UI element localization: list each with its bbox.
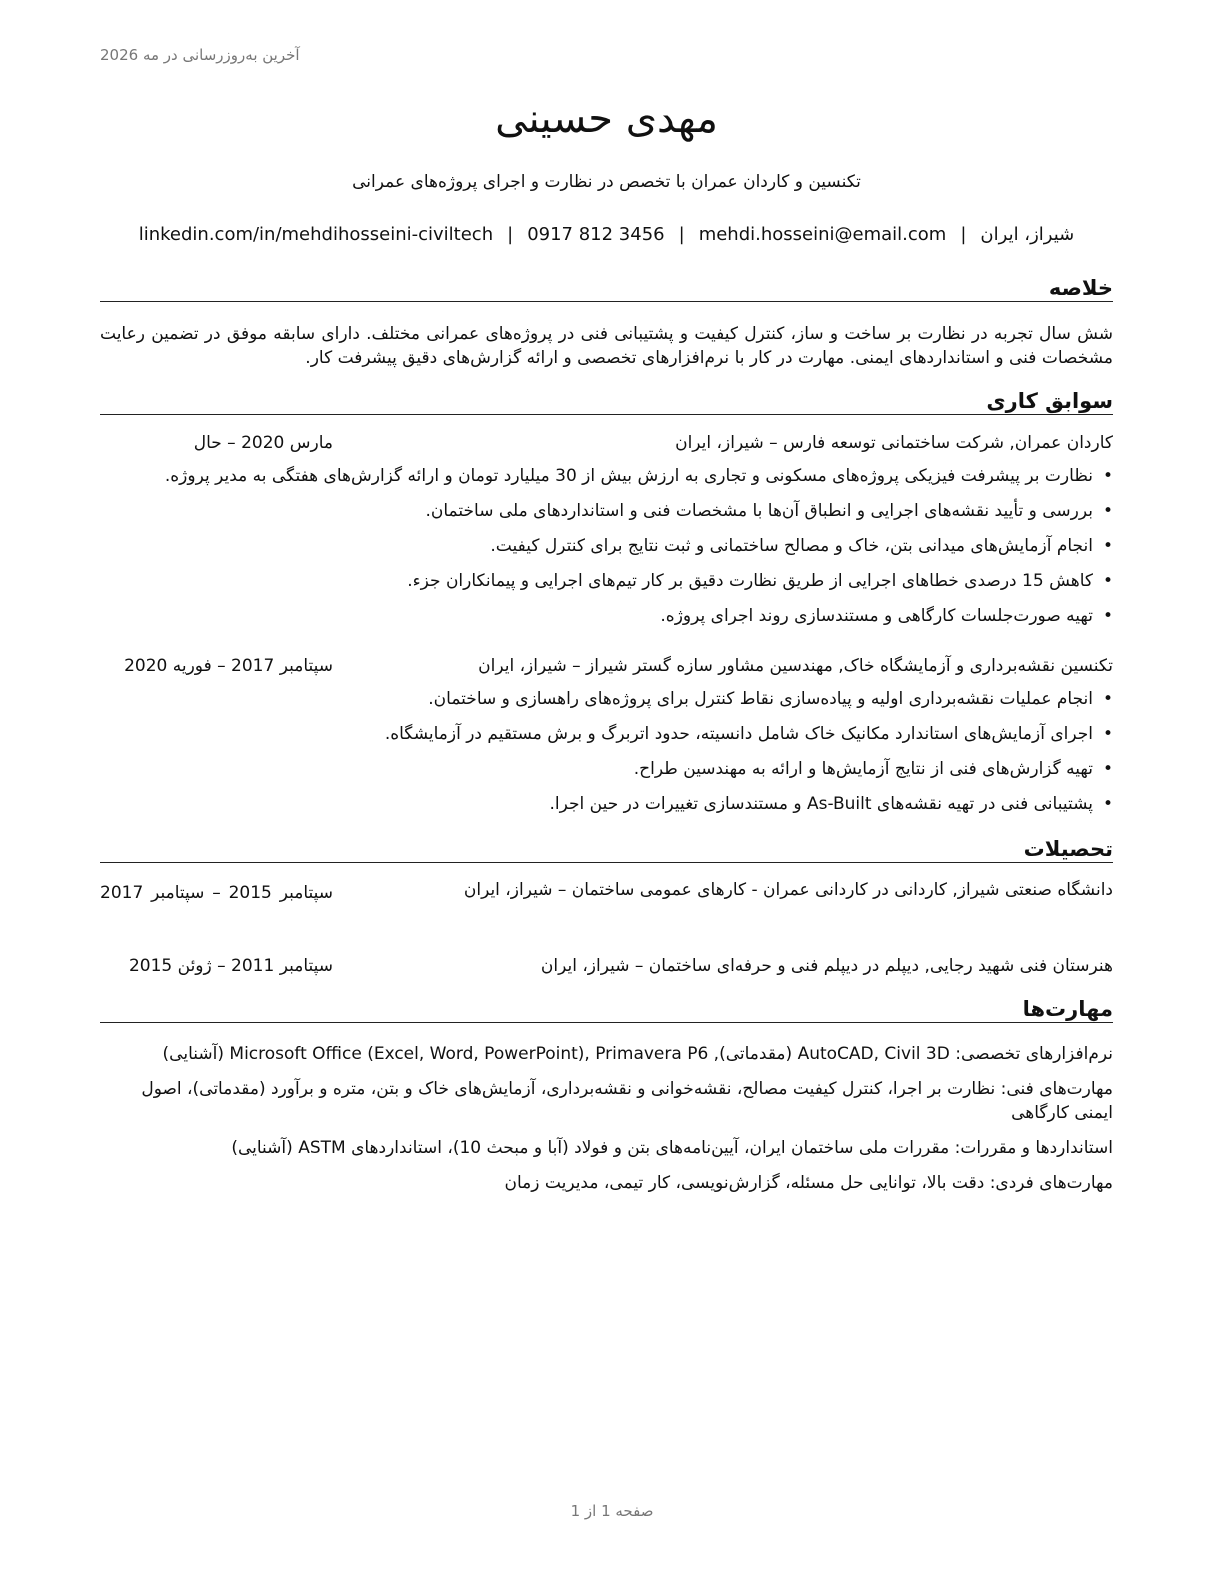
section-heading-education: تحصیلات xyxy=(100,837,1113,863)
contact-phone[interactable]: 0917 812 3456 xyxy=(527,224,665,245)
page-number: صفحه 1 از 1 xyxy=(570,1502,654,1520)
bullet-text: تهیه صورت‌جلسات کارگاهی و مستندسازی روند اجرای پروژه. xyxy=(660,606,1093,626)
job-bullets xyxy=(100,464,1113,639)
bullet-icon: • xyxy=(1102,501,1113,521)
section-heading-summary: خلاصه xyxy=(100,276,1113,302)
skill-item: مهارت‌های فردی: دقت بالا، توانایی حل مسئله، گزارش‌نویسی، کار تیمی، مدیریت زمان xyxy=(504,1173,1113,1193)
contact-email[interactable]: mehdi.hosseini@email.com xyxy=(698,224,947,245)
candidate-tagline: تکنسین و کاردان عمران با تخصص در نظارت و اجرای پروژه‌های عمرانی xyxy=(352,172,861,192)
bullet-item xyxy=(100,464,1113,499)
bullet-item xyxy=(100,687,1113,722)
section-heading-experience: سوابق کاری xyxy=(100,389,1113,415)
job-header xyxy=(100,433,1113,459)
skill-item: نرم‌افزارهای تخصصی: AutoCAD, Civil 3D (مقدماتی), Microsoft Office (Excel, Word, PowerPoint), Primavera P6 (آشنایی) xyxy=(162,1044,1113,1064)
job-header xyxy=(100,656,1113,682)
candidate-name: مهدی حسینی xyxy=(495,96,718,142)
bullet-icon: • xyxy=(1102,606,1113,626)
bullet-text: انجام آزمایش‌های میدانی بتن، خاک و مصالح ساختمانی و ثبت نتایج برای کنترل کیفیت. xyxy=(490,536,1093,556)
bullet-item xyxy=(100,722,1113,757)
education-title: دانشگاه صنعتی شیراز, کاردانی در کاردانی عمران - کارهای عمومی ساختمان – شیراز، ایران xyxy=(463,880,1113,900)
bullet-item xyxy=(100,569,1113,604)
education-dates: سپتامبر 2011 – ژوئن 2015 xyxy=(128,956,333,976)
contact-line xyxy=(100,224,1113,245)
job-dates: سپتامبر 2017 – فوریه 2020 xyxy=(124,656,333,676)
education-dates: سپتامبر 2015 – سپتامبر 2017 xyxy=(100,883,333,903)
bullet-icon: • xyxy=(1102,759,1113,779)
education-title: هنرستان فنی شهید رجایی, دیپلم در دیپلم فنی و حرفه‌ای ساختمان – شیراز، ایران xyxy=(540,956,1113,976)
last-updated-note: آخرین به‌روزرسانی در مه 2026 xyxy=(100,46,300,64)
bullet-text: پشتیبانی فنی در تهیه نقشه‌های As-Built و مستندسازی تغییرات در حین اجرا. xyxy=(549,794,1093,814)
bullet-item xyxy=(100,792,1113,827)
contact-separator: | xyxy=(960,224,967,245)
section-heading-skills: مهارت‌ها xyxy=(100,997,1113,1023)
skill-item: استانداردها و مقررات: مقررات ملی ساختمان ایران، آیین‌نامه‌های بتن و فولاد (آبا و مبحث 10)، استانداردهای ASTM (آشنایی) xyxy=(231,1138,1113,1158)
bullet-text: اجرای آزمایش‌های استاندارد مکانیک خاک شامل دانسیته، حدود اتربرگ و برش مستقیم در آزمایشگاه. xyxy=(384,724,1093,744)
contact-separator: | xyxy=(507,224,514,245)
bullet-item xyxy=(100,534,1113,569)
job-title: کاردان عمران, شرکت ساختمانی توسعه فارس – شیراز، ایران xyxy=(675,433,1113,453)
bullet-icon: • xyxy=(1102,536,1113,556)
bullet-icon: • xyxy=(1102,689,1113,709)
bullet-item xyxy=(100,604,1113,639)
summary-text: شش سال تجربه در نظارت بر ساخت و ساز، کنترل کیفیت و پشتیبانی فنی در پروژه‌های عمرانی مختلف. دارای سابقه موفق در تضمین رعایت مشخصات فنی و استانداردهای ایمنی. مهارت در کار با نرم‌افزارهای تخصصی و ارائه گزارش‌های دقیق پیشرفت کار. xyxy=(100,324,1113,368)
job-title: تکنسین نقشه‌برداری و آزمایشگاه خاک, مهندسین مشاور سازه گستر شیراز – شیراز، ایران xyxy=(478,656,1113,676)
bullet-icon: • xyxy=(1102,571,1113,591)
job-bullets xyxy=(100,687,1113,827)
education-entry xyxy=(100,956,1113,982)
education-entry xyxy=(100,880,1113,934)
bullet-item xyxy=(100,499,1113,534)
contact-location: شیراز، ایران xyxy=(980,224,1075,245)
bullet-item xyxy=(100,757,1113,792)
bullet-text: بررسی و تأیید نقشه‌های اجرایی و انطباق آن‌ها با مشخصات فنی و استانداردهای ملی ساختمان. xyxy=(425,501,1093,521)
bullet-text: نظارت بر پیشرفت فیزیکی پروژه‌های مسکونی و تجاری به ارزش بیش از 30 میلیارد تومان و ارائه گزارش‌های هفتگی به مدیر پروژه. xyxy=(164,466,1093,486)
skill-item: مهارت‌های فنی: نظارت بر اجرا، کنترل کیفیت مصالح، نقشه‌خوانی و نقشه‌برداری، آزمایش‌های خاک و بتن، متره و برآورد (مقدماتی)، اصول ایمنی کارگاهی xyxy=(141,1079,1113,1123)
bullet-icon: • xyxy=(1102,466,1113,486)
job-dates: مارس 2020 – حال xyxy=(193,433,333,453)
contact-linkedin[interactable]: linkedin.com/in/mehdihosseini-civiltech xyxy=(138,224,494,245)
bullet-text: کاهش 15 درصدی خطاهای اجرایی از طریق نظارت دقیق بر کار تیم‌های اجرایی و پیمانکاران جزء. xyxy=(407,571,1093,591)
bullet-text: انجام عملیات نقشه‌برداری اولیه و پیاده‌سازی نقاط کنترل برای پروژه‌های راهسازی و ساختمان. xyxy=(428,689,1093,709)
bullet-icon: • xyxy=(1102,724,1113,744)
skills-list xyxy=(100,1042,1113,1206)
bullet-text: تهیه گزارش‌های فنی از نتایج آزمایش‌ها و ارائه به مهندسین طراح. xyxy=(633,759,1093,779)
bullet-icon: • xyxy=(1102,794,1113,814)
contact-separator: | xyxy=(678,224,685,245)
